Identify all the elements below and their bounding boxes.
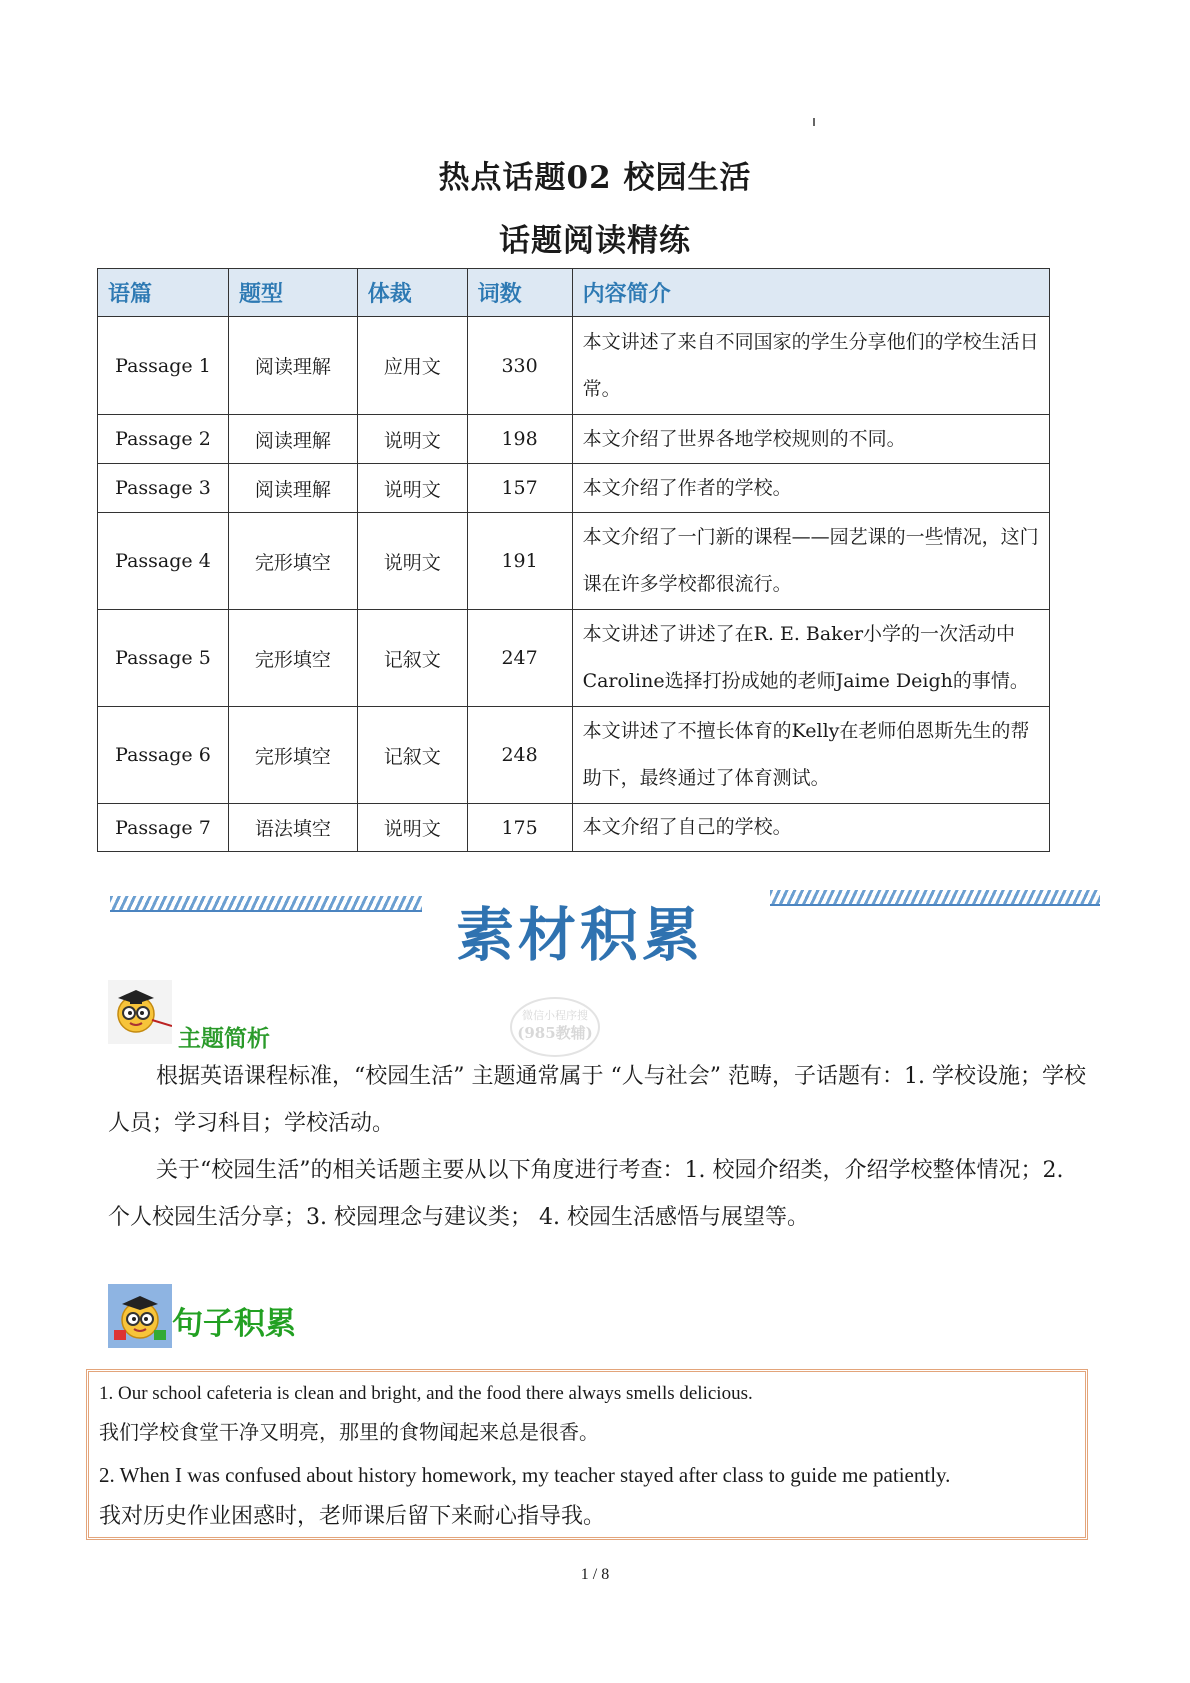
cell-genre: 记叙文 xyxy=(357,610,467,707)
cell-summary: 本文介绍了一门新的课程——园艺课的一些情况，这门课在许多学校都很流行。 xyxy=(572,513,1049,610)
sentence-chinese: 我们学校食堂干净又明亮，那里的食物闻起来总是很香。 xyxy=(99,1420,599,1444)
page-number: 1 / 8 xyxy=(580,1566,610,1583)
sentence-box xyxy=(86,1369,1088,1540)
cell-words: 191 xyxy=(467,513,572,610)
passage-table xyxy=(97,268,1050,852)
table-row xyxy=(98,513,1050,610)
cell-words: 248 xyxy=(467,707,572,804)
theme-paragraph: 关于“校园生活”的相关话题主要从以下角度进行考查：1. 校园介绍类，介绍学校整体情况；2. 个人校园生活分享；3. 校园理念与建议类； 4. 校园生活感悟与展望等。 xyxy=(108,1158,1064,1230)
table-row xyxy=(98,317,1050,415)
cell-genre: 说明文 xyxy=(357,415,467,464)
table-row xyxy=(98,804,1050,852)
section-banner: 素材积累 xyxy=(455,901,704,969)
mascot-teacher-icon xyxy=(108,980,172,1044)
section-label-sentences: 句子积累 xyxy=(172,1306,296,1342)
cell-passage: Passage 1 xyxy=(98,317,229,415)
watermark-line: (985教辅) xyxy=(517,1024,593,1042)
cell-words: 175 xyxy=(467,804,572,852)
cell-passage: Passage 5 xyxy=(98,610,229,707)
table-row xyxy=(98,415,1050,464)
table-header-row xyxy=(98,269,1050,317)
cell-summary: 本文讲述了讲述了在R. E. Baker小学的一次活动中Caroline选择打扮成她的老师Jaime Deigh的事情。 xyxy=(572,610,1049,707)
sentence-english: 2. When I was confused about history homework, my teacher stayed after class to guide me patiently. xyxy=(99,1463,951,1487)
cell-words: 198 xyxy=(467,415,572,464)
cell-type: 语法填空 xyxy=(228,804,357,852)
page-subtitle: 话题阅读精练 xyxy=(499,223,691,259)
cell-words: 247 xyxy=(467,610,572,707)
column-header: 题型 xyxy=(228,269,357,317)
table-row xyxy=(98,610,1050,707)
section-label-theme: 主题简析 xyxy=(178,1026,270,1052)
cell-summary: 本文讲述了不擅长体育的Kelly在老师伯恩斯先生的帮助下，最终通过了体育测试。 xyxy=(572,707,1049,804)
cell-genre: 说明文 xyxy=(357,513,467,610)
cell-type: 完形填空 xyxy=(228,707,357,804)
mascot-student-icon xyxy=(108,1284,172,1348)
cell-type: 完形填空 xyxy=(228,610,357,707)
table-row xyxy=(98,707,1050,804)
sentence-chinese: 我对历史作业困惑时，老师课后留下来耐心指导我。 xyxy=(99,1504,606,1529)
cell-summary: 本文讲述了来自不同国家的学生分享他们的学校生活日常。 xyxy=(572,317,1049,415)
cell-passage: Passage 7 xyxy=(98,804,229,852)
column-header: 语篇 xyxy=(98,269,229,317)
cell-words: 157 xyxy=(467,464,572,513)
cell-passage: Passage 2 xyxy=(98,415,229,464)
cell-summary: 本文介绍了自己的学校。 xyxy=(572,804,1049,852)
cell-genre: 记叙文 xyxy=(357,707,467,804)
column-header: 词数 xyxy=(467,269,572,317)
cell-type: 阅读理解 xyxy=(228,464,357,513)
sentence-english: 1. Our school cafeteria is clean and bright, and the food there always smells delicious. xyxy=(99,1383,753,1404)
cell-type: 阅读理解 xyxy=(228,415,357,464)
header-tick-mark xyxy=(813,118,815,126)
cell-summary: 本文介绍了世界各地学校规则的不同。 xyxy=(572,415,1049,464)
column-header: 内容简介 xyxy=(572,269,1049,317)
cell-passage: Passage 3 xyxy=(98,464,229,513)
cell-genre: 应用文 xyxy=(357,317,467,415)
column-header: 体裁 xyxy=(357,269,467,317)
cell-type: 阅读理解 xyxy=(228,317,357,415)
cell-summary: 本文介绍了作者的学校。 xyxy=(572,464,1049,513)
cell-passage: Passage 4 xyxy=(98,513,229,610)
page-title: 热点话题02 校园生活 xyxy=(438,160,752,196)
cell-type: 完形填空 xyxy=(228,513,357,610)
cell-genre: 说明文 xyxy=(357,464,467,513)
theme-paragraph: 根据英语课程标准，“校园生活” 主题通常属于 “人与社会” 范畴，子话题有：1. 学校设施；学校人员；学习科目；学校活动。 xyxy=(108,1064,1086,1136)
cell-genre: 说明文 xyxy=(357,804,467,852)
table-row xyxy=(98,464,1050,513)
cell-words: 330 xyxy=(467,317,572,415)
watermark-stamp xyxy=(510,997,600,1057)
cell-passage: Passage 6 xyxy=(98,707,229,804)
watermark-line: 微信小程序搜 xyxy=(522,1009,588,1022)
